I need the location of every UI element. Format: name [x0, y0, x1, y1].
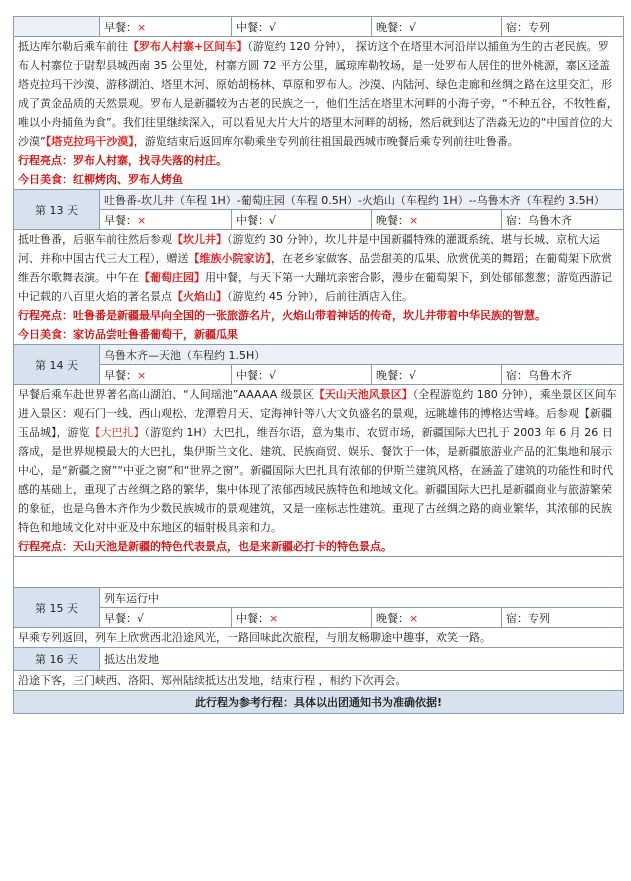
day13-meal-row [14, 210, 624, 230]
day15-route-row [14, 588, 624, 608]
day14-breakfast: 早餐：× [100, 365, 232, 385]
day13-dinner: 晚餐：× [372, 210, 502, 230]
day13-highlight: 行程亮点：吐鲁番是新疆最早向全国的一张旅游名片，火焰山带着神话的传奇，坎儿井带着中华民族的智慧。 [18, 309, 546, 322]
day15-desc-row [14, 628, 624, 648]
itinerary-table [13, 16, 624, 714]
day14-route: 乌鲁木齐—天池（车程约 1.5H） [100, 345, 624, 365]
day13-lunch: 中餐：√ [232, 210, 372, 230]
day14-stay: 宿：乌鲁木齐 [502, 365, 624, 385]
day14-lunch: 中餐：√ [232, 365, 372, 385]
spacer-cell [14, 557, 624, 588]
day15-lunch: 中餐：× [232, 608, 372, 628]
day12-stay: 宿：专列 [502, 17, 624, 37]
day12-label-cell [14, 17, 100, 37]
day15-breakfast: 早餐：√ [100, 608, 232, 628]
day16-description: 沿途下客，三门峡西、洛阳、郑州陆续抵达出发地，结束行程 ，相约下次再会。 [14, 671, 624, 691]
day12-meal-row [14, 17, 624, 37]
day15-stay: 宿：专列 [502, 608, 624, 628]
day12-desc-text: 抵达库尔勒后乘车前往【罗布人村寨+区间车】（游览约 120 分钟）， 探访这个在塔里木河沿岸以捕鱼为生的古老民族。罗布人村寨位于尉犁县城西南 35 公里处，村寨方圆 72 平方公里，属琼库勒牧场，是一处罗布人居住的世外桃源，寨区迳盖塔克拉玛干沙漠、游移湖泊、塔里木河、原始胡杨林、草原和罗布人。沙漠、内陆河、绿色走廊和丝绸之路在这里交汇，形成了黄金品质的天然景观。罗布人是新疆较为古老的民族之一，他们生活在塔里木河畔的小海子旁，“不种五谷，不牧牲畜，唯以小舟捕鱼为食”。我们往里继续深入，可以看见大片大片的塔里木河畔的胡杨，然后就到达了浩淼无边的“中国首位的大沙漠”【塔克拉玛干沙漠】，游览结束后返回库尔勒乘坐专列前往祖国最西城市晚餐后乘专列前往吐鲁番。 [18, 40, 618, 148]
day16-route: 抵达出发地 [100, 648, 624, 671]
day13-label: 第 13 天 [14, 190, 100, 230]
day16-route-row [14, 648, 624, 671]
spacer-row [14, 557, 624, 588]
day12-breakfast: 早餐：× [100, 17, 232, 37]
day14-route-row [14, 345, 624, 365]
day12-lunch: 中餐：√ [232, 17, 372, 37]
day13-stay: 宿：乌鲁木齐 [502, 210, 624, 230]
day13-food: 今日美食：家访品尝吐鲁番葡萄干，新疆瓜果 [18, 328, 238, 341]
footer-row [14, 691, 624, 714]
day14-highlight: 行程亮点：天山天池是新疆的特色代表景点，也是来新疆必打卡的特色景点。 [18, 540, 392, 553]
day12-food: 今日美食：红柳烤肉、罗布人烤鱼 [18, 173, 183, 186]
day14-desc-row [14, 385, 624, 557]
day15-label: 第 15 天 [14, 588, 100, 628]
day15-meal-row [14, 608, 624, 628]
day13-route-row [14, 190, 624, 210]
day12-highlight: 行程亮点：罗布人村寨，找寻失落的村庄。 [18, 154, 227, 167]
day13-description [14, 230, 624, 345]
day12-description [14, 37, 624, 190]
day14-desc-text: 早餐后乘车赴世界著名高山湖泊、“人间瑶池”AAAAA 级景区【天山天池风景区】（全程游览约 180 分钟），乘坐景区区间车进入景区：观石门一线、西山观松、龙潭碧月天、定海神针等八大文负盛名的景观，远眺雄伟的博格达雪峰。后参观【新疆玉品城】，游览【大巴扎】（游览约 1H）大巴扎，维吾尔语，意为集市、农贸市场，新疆国际大巴扎于 2003 年 6 月 26 日落成，是世界规模最大的大巴扎，集伊斯兰文化、建筑、民族商贸、娱乐、餐饮于一体，是新疆旅游业产品的汇集地和展示中心，是“新疆之窗”“中亚之窗”和“世界之窗”。新疆国际大巴扎具有浓郁的伊斯兰建筑风格，在涵盖了建筑的功能性和时代感的基础上，重现了古丝绸之路的繁华，集中体现了浓郁西域民族特色和地域文化。新疆国际大巴扎是新疆商业与旅游繁荣的象征，也是乌鲁木齐作为少数民族城市的景观建筑，又是一座标志性建筑。重现了古丝绸之路的商业繁华，其浓郁的民族特色和地域文化对中亚及中东地区的辐射极具亲和力。 [18, 388, 617, 534]
day15-description: 早乘专列返回，列车上欣赏西北沿途风光，一路回味此次旅程，与朋友畅聊途中趣事，欢笑一路。 [14, 628, 624, 648]
day15-dinner: 晚餐：× [372, 608, 502, 628]
day13-desc-row [14, 230, 624, 345]
day14-label: 第 14 天 [14, 345, 100, 385]
day14-dinner: 晚餐：√ [372, 365, 502, 385]
day14-description [14, 385, 624, 557]
day16-label: 第 16 天 [14, 648, 100, 671]
day13-route: 吐鲁番-坎儿井（车程 1H）-葡萄庄园（车程 0.5H）-火焰山（车程约 1H）--乌鲁木齐（车程约 3.5H） [100, 190, 624, 210]
day12-desc-row [14, 37, 624, 190]
day13-desc-text: 抵吐鲁番，后驱车前往然后参观【坎儿井】（游览约 30 分钟），坎儿井是中国新疆特殊的灌溉系统、堪与长城、京杭大运河、并称中国古代三大工程），赠送【维族小院家访】，在老乡家做客、品尝甜美的瓜果、欣赏优美的舞蹈；在葡萄架下欣赏维吾尔歌舞表演。中午在【葡萄庄园】用中餐，与天下第一大蹦坑亲密合影，漫步在葡萄架下，到处郁郁葱葱；游览西游记中记载的八百里火焰的著名景点【火焰山】（游览约 45 分钟），后前往酒店入住。 [18, 233, 612, 303]
day13-breakfast: 早餐：× [100, 210, 232, 230]
day12-dinner: 晚餐：√ [372, 17, 502, 37]
day14-meal-row [14, 365, 624, 385]
footer-note: 此行程为参考行程：具体以出团通知书为准确依据! [14, 691, 624, 714]
day16-desc-row [14, 671, 624, 691]
day15-route: 列车运行中 [100, 588, 624, 608]
